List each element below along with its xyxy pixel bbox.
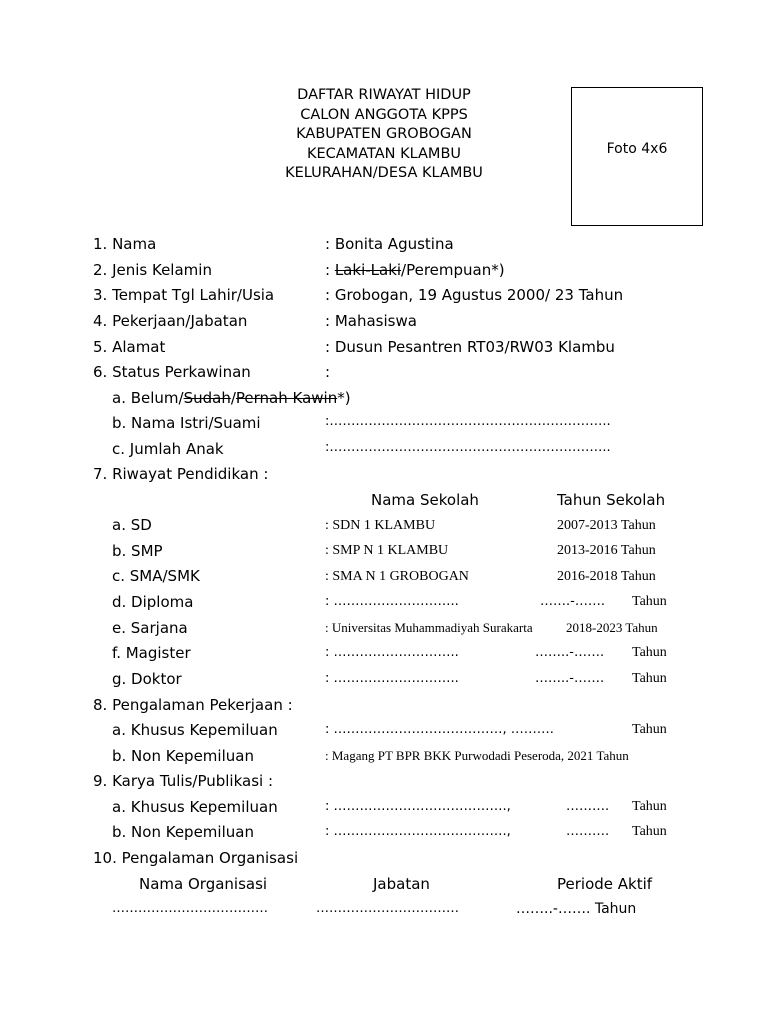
edu-years: 2016-2018 Tahun: [557, 569, 656, 584]
col-nama-sekolah: Nama Sekolah: [371, 491, 479, 509]
pub-label-khusus: a. Khusus Kepemiluan: [112, 798, 278, 816]
edu-years: 2018-2023 Tahun: [566, 620, 658, 635]
field-value-anak: :………………………………………………………..: [325, 440, 611, 455]
pub-dots-khusus: ……….: [566, 799, 610, 814]
photo-box: [571, 87, 703, 226]
pub-label-non: b. Non Kepemiluan: [112, 823, 254, 841]
option-text: a. Belum/: [112, 389, 184, 407]
work-label-non: b. Non Kepemiluan: [112, 747, 254, 765]
struck-option: Sudah: [183, 389, 231, 407]
work-value-non: : Magang PT BPR BKK Purwodadi Peseroda, 2021 Tahun: [325, 748, 629, 763]
edu-school: : ………………………..: [325, 594, 459, 609]
document-title: [240, 86, 528, 184]
section-karya-tulis: 9. Karya Tulis/Publikasi :: [93, 772, 274, 790]
work-unit-khusus: Tahun: [632, 722, 667, 737]
edu-school: : Universitas Muhammadiyah Surakarta: [325, 620, 533, 635]
edu-unit: Tahun: [632, 645, 667, 660]
field-label-ttl: 3. Tempat Tgl Lahir/Usia: [93, 286, 275, 304]
work-value-khusus: : …………………………………, ……….: [325, 722, 554, 737]
title-line: KABUPATEN GROBOGAN: [296, 126, 472, 143]
field-label-anak: c. Jumlah Anak: [112, 440, 224, 458]
col-tahun-sekolah: Tahun Sekolah: [557, 491, 666, 509]
pub-unit-non: Tahun: [632, 824, 667, 839]
pub-unit-khusus: Tahun: [632, 799, 667, 814]
colon: :: [325, 261, 335, 279]
edu-unit: Tahun: [632, 594, 667, 609]
pub-dots-non: ……….: [566, 824, 610, 839]
field-value-ttl: : Grobogan, 19 Agustus 2000/ 23 Tahun: [325, 286, 624, 304]
option-text: *): [337, 389, 351, 407]
edu-years: ……..-…….: [535, 645, 605, 660]
edu-years: 2007-2013 Tahun: [557, 518, 656, 533]
edu-label: a. SD: [112, 516, 152, 534]
section-pengalaman-pekerjaan: 8. Pengalaman Pekerjaan :: [93, 696, 293, 714]
section-pendidikan: 7. Riwayat Pendidikan :: [93, 465, 269, 483]
field-value-status: :: [325, 363, 331, 381]
title-line: KECAMATAN KLAMBU: [306, 145, 462, 162]
pub-value-non: : ………………………………….,: [325, 824, 511, 839]
struck-option: Pernah Kawin: [235, 389, 338, 407]
field-value-nama: : Bonita Agustina: [325, 235, 454, 253]
struck-option: Laki-Laki: [334, 261, 402, 279]
field-label-status: 6. Status Perkawinan: [93, 363, 251, 381]
org-periode: ……..-……. Tahun: [516, 901, 637, 917]
field-label-alamat: 5. Alamat: [93, 338, 166, 356]
edu-label: g. Doktor: [112, 670, 182, 688]
col-nama-organisasi: Nama Organisasi: [139, 875, 268, 893]
title-line: CALON ANGGOTA KPPS: [300, 106, 468, 123]
title-line: DAFTAR RIWAYAT HIDUP: [297, 87, 471, 103]
field-value-alamat: : Dusun Pesantren RT03/RW03 Klambu: [325, 338, 615, 356]
edu-school: : SMA N 1 GROBOGAN: [325, 569, 469, 584]
edu-label: d. Diploma: [112, 593, 194, 611]
col-jabatan: Jabatan: [373, 875, 430, 893]
edu-years: 2013-2016 Tahun: [557, 543, 656, 558]
org-jabatan: ……………………………: [316, 901, 459, 916]
org-nama: ………………………………: [112, 901, 268, 916]
field-value-jenis-kelamin: [325, 261, 505, 279]
edu-label: b. SMP: [112, 542, 163, 560]
col-periode-aktif: Periode Aktif: [557, 875, 653, 893]
field-value-pekerjaan: : Mahasiswa: [325, 312, 417, 330]
pub-value-khusus: : ………………………………….,: [325, 799, 511, 814]
field-label-istri: b. Nama Istri/Suami: [112, 414, 261, 432]
field-label-pekerjaan: 4. Pekerjaan/Jabatan: [93, 312, 248, 330]
edu-school: : SDN 1 KLAMBU: [325, 518, 436, 533]
edu-label: f. Magister: [112, 644, 191, 662]
edu-label: e. Sarjana: [112, 619, 188, 637]
field-value-istri: :………………………………………………………..: [325, 414, 611, 429]
edu-school: : ………………………..: [325, 671, 459, 686]
edu-label: c. SMA/SMK: [112, 567, 200, 585]
edu-unit: Tahun: [632, 671, 667, 686]
field-label-nama: 1. Nama: [93, 235, 157, 253]
title-line: KELURAHAN/DESA KLAMBU: [285, 165, 483, 182]
section-organisasi: 10. Pengalaman Organisasi: [93, 849, 299, 867]
photo-label: Foto 4x6: [606, 140, 668, 157]
edu-years: …….-…….: [540, 594, 605, 609]
work-label-khusus: a. Khusus Kepemiluan: [112, 721, 278, 739]
edu-school: : SMP N 1 KLAMBU: [325, 543, 449, 558]
field-label-jenis-kelamin: 2. Jenis Kelamin: [93, 261, 212, 279]
edu-school: : ………………………..: [325, 645, 459, 660]
edu-years: ……..-…….: [535, 671, 605, 686]
option-separator: /: [230, 389, 236, 407]
option-text: /Perempuan*): [401, 261, 505, 279]
status-option-a: [112, 389, 351, 407]
